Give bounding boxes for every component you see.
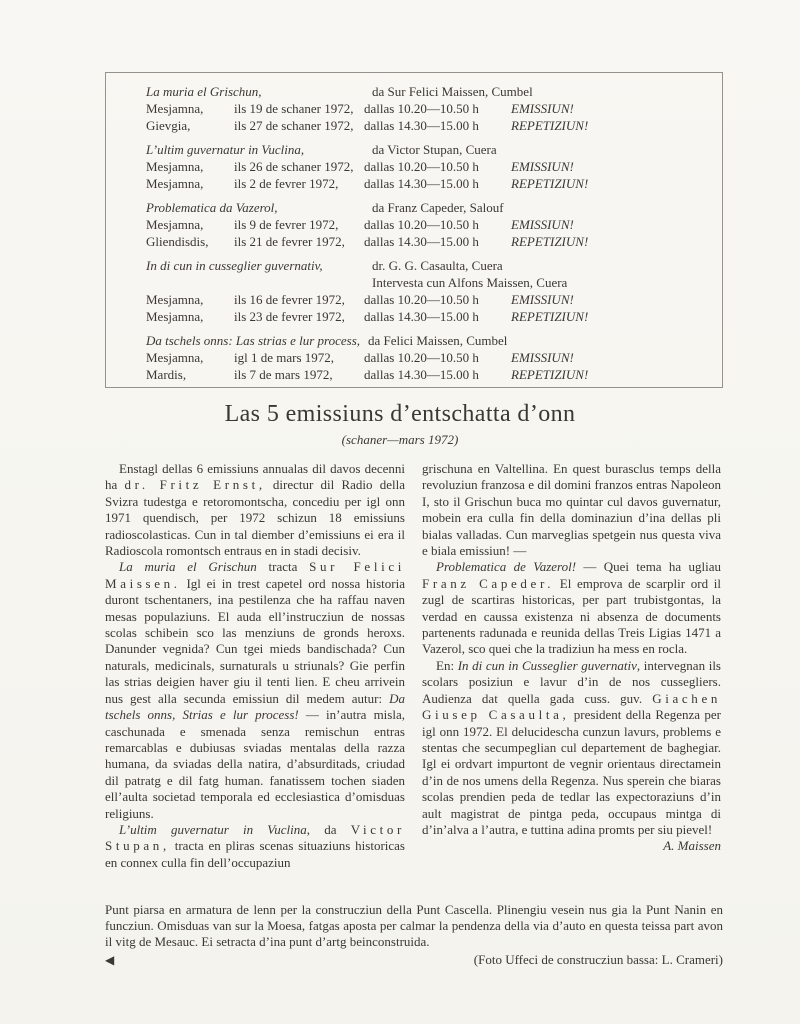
- text-run: , da: [306, 821, 351, 837]
- schedule-day: Mesjamna,: [146, 217, 204, 232]
- schedule-date: ils 16 de fevrer 1972,: [234, 292, 345, 307]
- text-run: En:: [436, 657, 458, 673]
- text-run: — Quei tema ha ugliau: [576, 559, 721, 575]
- schedule-group-header: [146, 332, 710, 349]
- schedule-row: [146, 308, 710, 325]
- page-title: Las 5 emissiuns d’entschatta d’onn: [224, 401, 576, 427]
- schedule-date: ils 26 de schaner 1972,: [234, 159, 354, 174]
- schedule-status: REPETIZIUN!: [511, 234, 589, 249]
- schedule-time: dallas 14.30—15.00 h: [364, 118, 479, 133]
- text-run: La muria el Grischun: [119, 559, 257, 575]
- schedule-status: REPETIZIUN!: [511, 367, 589, 382]
- schedule-rows: [146, 158, 710, 192]
- schedule-status: EMISSIUN!: [511, 101, 574, 116]
- schedule-time: dallas 14.30—15.00 h: [364, 176, 479, 191]
- schedule-group-header: [146, 257, 710, 291]
- schedule-day: Mesjamna,: [146, 101, 204, 116]
- text-run: Victor Stupan,: [105, 821, 405, 854]
- schedule-date: ils 23 de fevrer 1972,: [234, 309, 345, 324]
- schedule-day: Gievgia,: [146, 118, 191, 133]
- schedule-group: [146, 83, 710, 134]
- paragraph: [105, 461, 405, 559]
- body-column-left: [105, 461, 405, 871]
- schedule-time: dallas 14.30—15.00 h: [364, 367, 479, 382]
- schedule-date: ils 9 de fevrer 1972,: [234, 217, 339, 232]
- schedule-group-header: [146, 141, 710, 158]
- left-triangle-icon: ◀: [105, 953, 115, 967]
- text-run: El emprova de scarplir ord il zugl de scartiras historicas, per part trubistgontas, la verdad en caussa existenza ni absenza de documents partenents radunada e reunida dellas Treis Ligias 1471 a Vazerol, sco quei che la tradiziun ha mess en rocla.: [422, 575, 722, 657]
- schedule-day: Mesjamna,: [146, 176, 204, 191]
- schedule-date: ils 2 de fevrer 1972,: [234, 176, 339, 191]
- schedule-day: Gliendisdis,: [146, 234, 209, 249]
- schedule-rows: [146, 100, 710, 134]
- schedule-author: Intervesta cun Alfons Maissen, Cuera: [372, 275, 568, 290]
- schedule-program-title: La muria el Grischun,: [146, 84, 262, 99]
- schedule-status: EMISSIUN!: [511, 217, 574, 232]
- schedule-rows: [146, 291, 710, 325]
- schedule-day: Mesjamna,: [146, 292, 204, 307]
- schedule-program-title: In di cun in cusseglier guvernativ,: [146, 258, 323, 273]
- schedule-box: [105, 72, 723, 388]
- schedule-row: [146, 175, 710, 192]
- schedule-group-header: [146, 83, 710, 100]
- schedule-row: [146, 349, 710, 366]
- schedule-status: REPETIZIUN!: [511, 309, 589, 324]
- schedule-row: [146, 291, 710, 308]
- schedule-authors: [372, 199, 504, 216]
- photo-caption-block: [105, 902, 723, 968]
- schedule-status: EMISSIUN!: [511, 292, 574, 307]
- body-column-right: [422, 461, 721, 855]
- schedule-day: Mardis,: [146, 367, 187, 382]
- schedule-day: Mesjamna,: [146, 309, 204, 324]
- schedule-group: [146, 332, 710, 383]
- schedule-author: da Victor Stupan, Cuera: [372, 142, 497, 157]
- schedule-status: REPETIZIUN!: [511, 176, 589, 191]
- schedule-row: [146, 366, 710, 383]
- schedule-author: dr. G. G. Casaulta, Cuera: [372, 258, 503, 273]
- text-run: In di cun in Cusseglier guvernativ: [457, 657, 637, 673]
- schedule-group-header: [146, 199, 710, 216]
- schedule-date: ils 21 de fevrer 1972,: [234, 234, 345, 249]
- schedule-group: [146, 141, 710, 192]
- article-subtitle: (schaner—mars 1972): [341, 432, 459, 447]
- text-run: Da tschels onns, Strias e lur process!: [105, 690, 405, 723]
- schedule-author: da Franz Capeder, Salouf: [372, 200, 504, 215]
- schedule-program-title: L’ultim guvernatur in Vuclina,: [146, 142, 305, 157]
- text-run: tracta en pliras scenas situaziuns historicas en connex culla fin dell’occupaziun: [105, 838, 405, 870]
- schedule-rows: [146, 349, 710, 383]
- text-run: Franz Capeder.: [422, 575, 555, 591]
- schedule-author: da Sur Felici Maissen, Cumbel: [372, 84, 533, 99]
- schedule-time: dallas 10.20—10.50 h: [364, 159, 479, 174]
- schedule-time: dallas 10.20—10.50 h: [364, 101, 479, 116]
- schedule-time: dallas 10.20—10.50 h: [364, 217, 479, 232]
- schedule-date: ils 27 de schaner 1972,: [234, 118, 354, 133]
- text-run: dr. Fritz Ernst,: [124, 477, 266, 493]
- schedule-day: Mesjamna,: [146, 159, 204, 174]
- schedule-row: [146, 117, 710, 134]
- text-run: Giachen Giusep Casaulta,: [422, 690, 721, 723]
- photo-caption: Punt piarsa en armatura de lenn per la construcziun della Punt Cascella. Plinengiu vesein nus gia la Punt Nanin en funcziun. Omisduas van sur la Moesa, fatgas aposta per calmar la pendenza della via d’auto en questa teissa part avon il vitg de Mesauc. Ei setracta d’ina punt d’artg beinconstruida.: [105, 902, 723, 949]
- schedule-row: [146, 100, 710, 117]
- schedule-authors: [372, 83, 533, 100]
- schedule-time: dallas 14.30—15.00 h: [364, 234, 479, 249]
- schedule-authors: [368, 332, 507, 349]
- schedule-day: Mesjamna,: [146, 350, 204, 365]
- schedule-date: ils 19 de schaner 1972,: [234, 101, 354, 116]
- text-run: Igl ei in trest capetel ord nossa historia duront tschentaners, ina pestilenza che ha raffau naven mesas populaziuns. El auda ell’instrucziun de nossas scolas schibein sco las menziuns de gronds heroxs. Danunder vegnida? Cun tgei mieds bandischada? Cun naturals, medicinals, surnaturals u striunals? Gie perfin las strias deigien haver giu il tenti lien. E cheu arrivein nus gest alla secunda emissiun dil medem autur:: [105, 575, 405, 706]
- schedule-status: REPETIZIUN!: [511, 118, 589, 133]
- schedule-status: EMISSIUN!: [511, 159, 574, 174]
- author-signature: A. Maissen: [663, 838, 721, 854]
- paragraph: [422, 461, 721, 559]
- footer-row: [105, 952, 723, 968]
- schedule-group: [146, 257, 710, 325]
- schedule-status: EMISSIUN!: [511, 350, 574, 365]
- schedule-time: dallas 10.20—10.50 h: [364, 292, 479, 307]
- schedule-program-title: Da tschels onns: Las strias e lur process,: [146, 333, 361, 348]
- schedule-date: igl 1 de mars 1972,: [234, 350, 335, 365]
- schedule-rows: [146, 216, 710, 250]
- text-run: directur dil Radio della Svizra tudestga e retoromontscha, concediu per igl onn 1971 quendisch, per 1972 schizun 18 emissiuns radioscolasticas. Cun in tal diember d’emissiuns ei era il Radioscola romontsch entraus en in stadi decisiv.: [105, 477, 405, 559]
- text-run: L’ultim guvernatur in Vuclina: [119, 821, 307, 837]
- text-run: Problematica de Vazerol!: [436, 559, 577, 575]
- schedule-time: dallas 10.20—10.50 h: [364, 350, 479, 365]
- text-run: president della Regenza per igl onn 1972. El delucidescha cunzun lavurs, problems e stentas che secumpeglian cul departement de baghegiar. Igl ei ordvart impurtont de vegnir orientaus directamein d’in de nos umens della Regenza. Nus sperein che biaras scolas prendien peda de tedlar las expectoraziuns d’in ault magistrat de pintga peda, occupaus mintga di d’in’alva a l’autra, e tuttina adina promts per siu pievel!: [422, 707, 721, 837]
- text-run: , intervegnan ils scolars posiziun e lavur d’in de nos cussegliers. Audienza dat quella gada cuss. guv.: [422, 657, 721, 706]
- schedule-group: [146, 199, 710, 250]
- schedule-row: [146, 216, 710, 233]
- text-run: grischuna en Valtellina. En quest burasclus temps della revoluziun franzosa e dil domini franzos entras Napoleon I, sto il Grischun buca mo quintar cul davos guvernatur, mobein era culla fin della dominaziun d’ina dellas pli bialas valladas. Cun marveglias spetgein nus questa viva e biala emissiun! —: [422, 461, 721, 559]
- text-run: — in’autra misla, caschunada e smenada senza remischun entras remarcablas e dubiusas sviadas mentalas della razza humana, da sviadas della natira, d’absurditads, criudad dil patratg e dil fatg human. fanatissem tochen siaden ell’aulta societad temporala ed ecclesiastica d’omisduas religiuns.: [105, 707, 405, 821]
- paragraph: [422, 657, 721, 854]
- schedule-time: dallas 14.30—15.00 h: [364, 309, 479, 324]
- schedule-authors: [372, 257, 567, 291]
- paragraph: [105, 822, 405, 871]
- schedule-row: [146, 233, 710, 250]
- article-heading: [0, 399, 800, 448]
- schedule-date: ils 7 de mars 1972,: [234, 367, 333, 382]
- schedule-author: da Felici Maissen, Cumbel: [368, 333, 508, 348]
- text-run: Enstagl dellas 6 emissiuns annualas dil davos decenni ha: [105, 461, 405, 493]
- paragraph: [105, 559, 405, 822]
- text-run: tracta: [256, 559, 310, 575]
- schedule-program-title: Problematica da Vazerol,: [146, 200, 278, 215]
- photo-credit: (Foto Uffeci de construcziun bassa: L. Crameri): [473, 952, 723, 967]
- schedule-row: [146, 158, 710, 175]
- paragraph: [422, 559, 721, 657]
- schedule-authors: [372, 141, 497, 158]
- text-run: Sur Felici Maissen.: [105, 559, 405, 591]
